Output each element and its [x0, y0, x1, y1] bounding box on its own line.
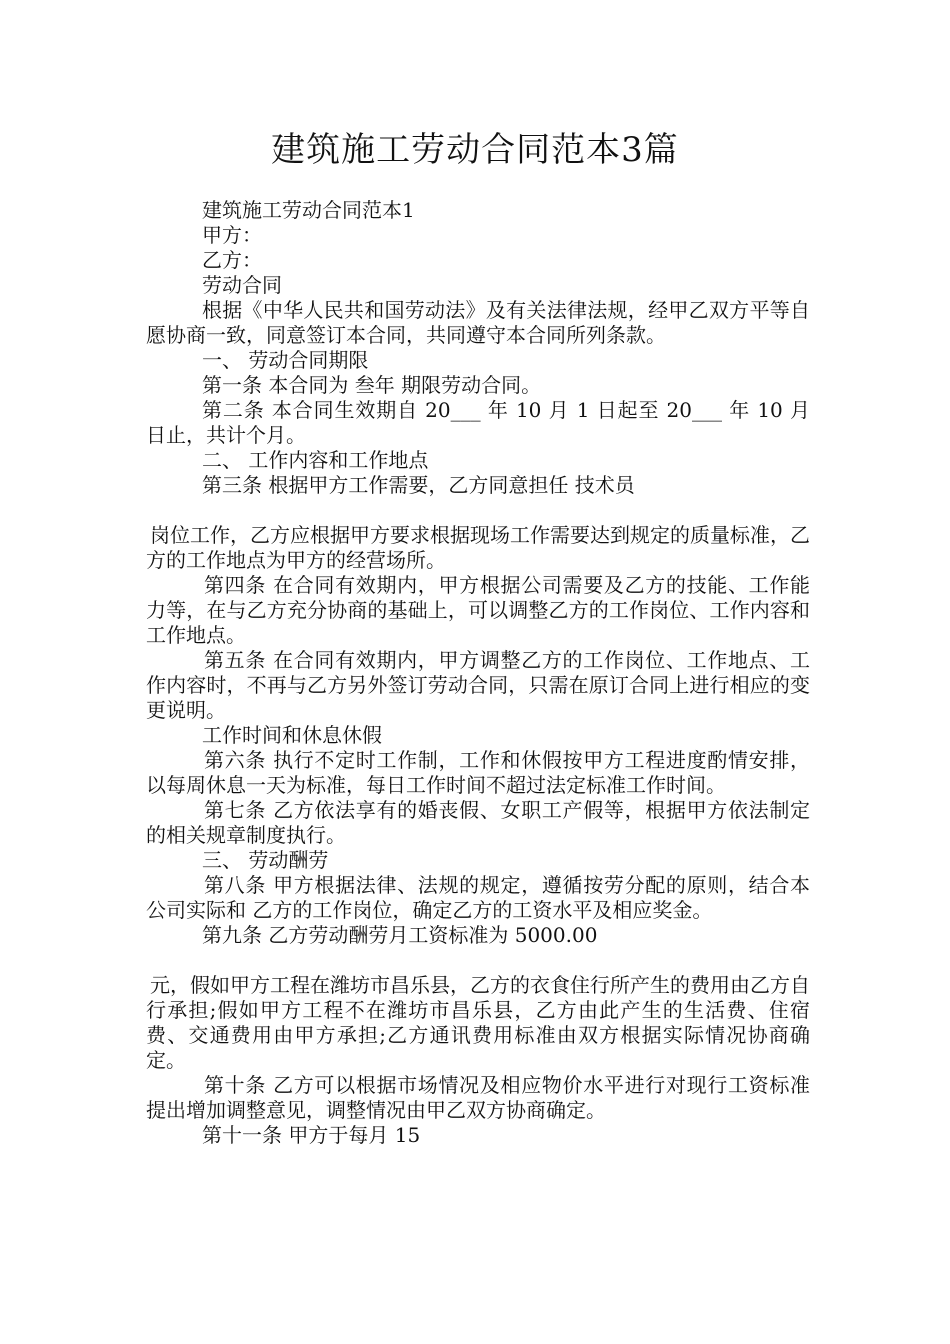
- paragraph: 元，假如甲方工程在潍坊市昌乐县，乙方的衣食住行所产生的费用由乙方自行承担;假如甲方工程不在潍坊市昌乐县，乙方由此产生的生活费、住宿费、交通费用由甲方承担;乙方通讯费用标准由双方根据实际情况协商确定。: [146, 973, 810, 1072]
- chapter-heading: 一、 劳动合同期限: [202, 348, 369, 372]
- article: 第十一条 甲方于每月 15: [202, 1123, 421, 1147]
- article: 第九条 乙方劳动酬劳月工资标准为 5000.00: [202, 923, 598, 947]
- contract-label: 劳动合同: [202, 273, 282, 297]
- article: 第五条 在合同有效期内，甲方调整乙方的工作岗位、工作地点、工作内容时，不再与乙方另外签订劳动合同，只需在原订合同上进行相应的变更说明。: [146, 648, 810, 722]
- chapter-heading: 工作时间和休息休假: [202, 723, 382, 747]
- chapter-heading: 二、 工作内容和工作地点: [202, 448, 429, 472]
- article: 第一条 本合同为 叁年 期限劳动合同。: [202, 373, 542, 397]
- article: 第十条 乙方可以根据市场情况及相应物价水平进行对现行工资标准提出增加调整意见，调整情况由甲乙双方协商确定。: [146, 1073, 810, 1122]
- document-body: [146, 198, 810, 1148]
- article: 第七条 乙方依法享有的婚丧假、女职工产假等，根据甲方依法制定的相关规章制度执行。: [146, 798, 810, 847]
- article: 第四条 在合同有效期内，甲方根据公司需要及乙方的技能、工作能力等，在与乙方充分协商的基础上，可以调整乙方的工作岗位、工作内容和工作地点。: [146, 573, 810, 647]
- article: 第八条 甲方根据法律、法规的规定，遵循按劳分配的原则，结合本公司实际和 乙方的工作岗位，确定乙方的工资水平及相应奖金。: [146, 873, 810, 922]
- article: 第三条 根据甲方工作需要，乙方同意担任 技术员: [202, 473, 635, 497]
- party-b-line: 乙方：: [202, 248, 262, 272]
- chapter-heading: 三、 劳动酬劳: [202, 848, 329, 872]
- party-a-line: 甲方：: [202, 223, 262, 247]
- article: 第二条 本合同生效期自 20___ 年 10 月 1 日起至 20___ 年 10 月 日止，共计个月。: [146, 398, 810, 447]
- paragraph: 岗位工作，乙方应根据甲方要求根据现场工作需要达到规定的质量标准，乙方的工作地点为甲方的经营场所。: [146, 523, 810, 572]
- paragraph: 根据《中华人民共和国劳动法》及有关法律法规，经甲乙双方平等自愿协商一致，同意签订本合同，共同遵守本合同所列条款。: [146, 298, 810, 347]
- article: 第六条 执行不定时工作制，工作和休假按甲方工程进度酌情安排，以每周休息一天为标准，每日工作时间不超过法定标准工作时间。: [146, 748, 810, 797]
- document-title: 建筑施工劳动合同范本3篇: [271, 130, 679, 170]
- section-heading: 建筑施工劳动合同范本1: [202, 198, 415, 222]
